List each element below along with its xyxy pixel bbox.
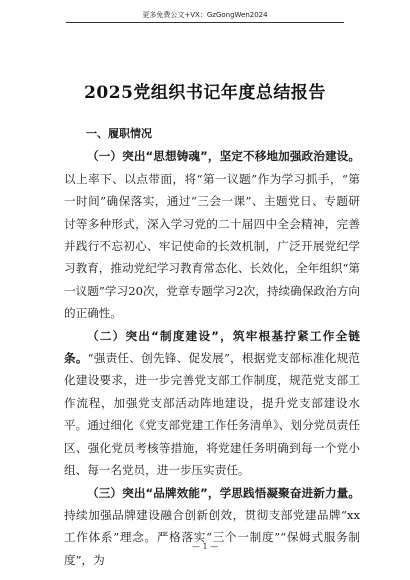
header-banner: 更多免费公文+VX：GzGongWen2024	[142, 11, 268, 19]
paragraph-3	[64, 482, 360, 572]
document-body	[64, 123, 360, 571]
paragraph-2-lead: （二）突出“制度建设”，筑牢根基拧紧工作全链条。	[64, 328, 360, 366]
paragraph-1	[64, 145, 360, 324]
paragraph-2-text: “强责任、创先锋、促发展”，根据党支部标准化规范化建设要求，进一步完善党支部工作制度，规范党支部工作流程，加强党支部活动阵地建设，提升党支部建设水平。通过细化《党支部党建工作任务清单》、划分党员责任区、强化党员考核等措施，将党建任务明确到每一个党小组、每一名党员，进一步压实责任。	[64, 351, 360, 478]
paragraph-2	[64, 325, 360, 482]
header-divider	[66, 22, 344, 23]
section-heading: 一、履职情况	[86, 127, 152, 140]
paragraph-3-text: 持续加强品牌建设融合创新创效，贯彻支部党建品牌“xx工作体系”理念。严格落实“三个一制度”“保姆式服务制度”，为	[64, 507, 360, 567]
paragraph-3-lead: （三）突出“品牌效能”，学思践悟凝聚奋进新力量。	[87, 485, 360, 500]
paragraph-1-lead: （一）突出“思想铸魂”，坚定不移地加强政治建设。	[87, 149, 360, 164]
paragraph-1-text: 以上率下、以点带面，将“第一议题”作为学习抓手，“第一时间”确保落实，通过“三会一课”、主题党日、专题研讨等多种形式，深入学习党的二十届四中全会精神，完善并践行不忘初心、牢记使命的长效机制，广泛开展党纪学习教育，推动党纪学习教育常态化、长效化，全年组织“第一议题”学习20次，党章专题学习2次，持续确保政治方向的正确性。	[64, 171, 360, 321]
page-number: — 1 —	[191, 542, 219, 551]
document-title: 2025党组织书记年度总结报告	[84, 83, 326, 103]
